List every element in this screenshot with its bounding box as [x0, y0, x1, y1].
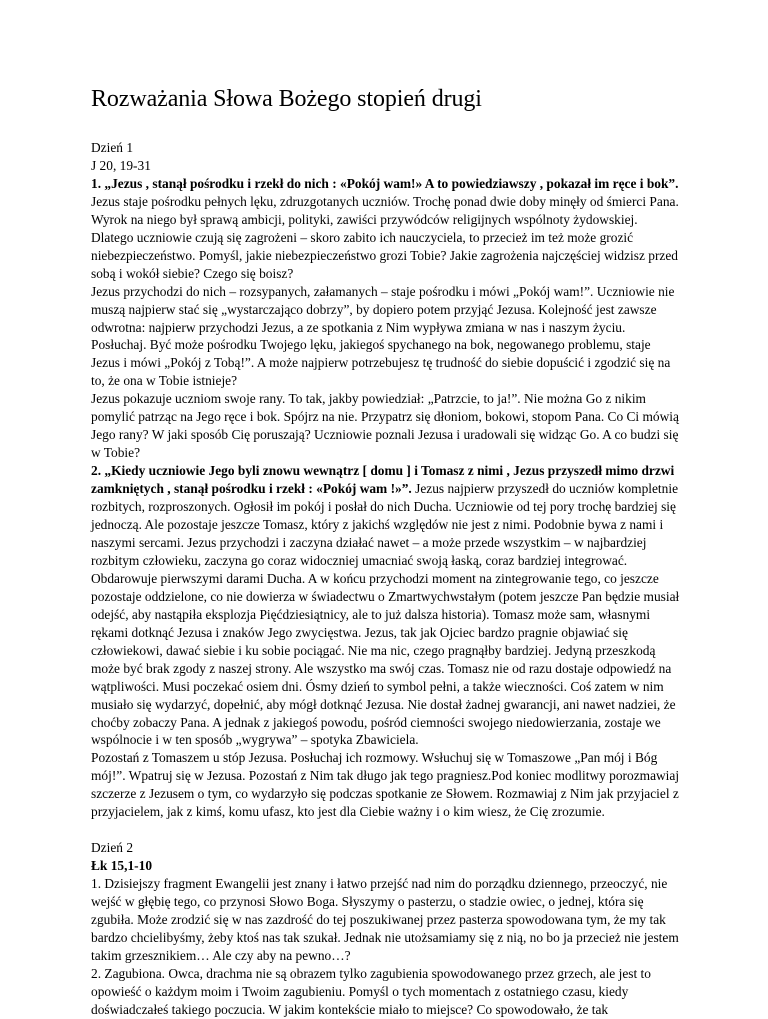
meditation-paragraph: [91, 175, 681, 283]
scripture-reference: Łk 15,1-10: [91, 858, 153, 874]
document-title: Rozważania Słowa Bożego stopień drugi: [91, 86, 482, 112]
meditation-paragraph: [91, 965, 681, 1019]
meditation-paragraph: [91, 749, 681, 821]
paragraph-text: Jezus przychodzi do nich – rozsypanych, załamanych – staje pośrodku i mówi „Pokój wam!”. Uczniowie nie muszą najpierw stać się „wystarczająco dobrzy”, by dopiero potem przyjąć Jezusa. Kolejność jest zawsze odwrotna: najpierw przychodzi Jezus, a ze spotkania z Nim wypływa zmiana w nas i naszym życiu. Posłuchaj. Być może pośrodku Twojego lęku, jakiegoś spychanego na bok, negowanego problemu, staje Jezus i mówi „Pokój z Tobą!”. A może najpierw potrzebujesz tę trudność do siebie dopuścić i zgodzić się na to, że ona w Tobie istnieje?: [91, 283, 675, 389]
paragraph-text: Jezus staje pośrodku pełnych lęku, zdruzgotanych uczniów. Trochę ponad dwie doby minęły od śmierci Pana. Wyrok na niego był sprawą ambicji, polityki, zawiści przywódców religijnych wspólnoty żydowskiej. Dlatego uczniowie czują się zagrożeni – skoro zabito ich nauczyciela, to przecież im też może grozić niebezpieczeństwo. Pomyśl, jakie niebezpieczeństwo grozi Tobie? Jakie zagrożenia najczęściej widzisz przed sobą i wokół siebie? Czego się boisz?: [91, 193, 679, 281]
scripture-quote: 2. „Kiedy uczniowie Jego byli znowu wewnątrz [ domu ] i Tomasz z nimi , Jezus przyszedł mimo drzwi zamkniętych , stanął pośrodku i rzekł : «Pokój wam !»”.: [91, 463, 675, 497]
paragraph-text: 2. Zagubiona. Owca, drachma nie są obrazem tylko zagubienia spowodowanego przez grzech, ale jest to opowieść o każdym moim i Twoim zagubieniu. Pomyśl o tych momentach z ostatniego czasu, kiedy doświadczałeś takiego poczucia. W jakim kontekście miało to miejsce? Co spowodowało, że tak: [91, 965, 651, 1017]
day-section: [91, 139, 681, 821]
paragraph-text: Pozostań z Tomaszem u stóp Jezusa. Posłuchaj ich rozmowy. Wsłuchuj się w Tomaszowe „Pan mój i Bóg mój!”. Wpatruj się w Jezusa. Pozostań z Nim tak długo jak tego pragniesz.Pod koniec modlitwy porozmawiaj szczerze z Jezusem o tym, co wydarzyło się podczas spotkanie ze Słowem. Rozmawiaj z Nim jak przyjaciel z przyjacielem, jak z kimś, komu ufasz, kto jest dla Ciebie ważny i o kim wiesz, że Cię zrozumie.: [91, 750, 680, 820]
scripture-quote: 1. „Jezus , stanął pośrodku i rzekł do nich : «Pokój wam!» A to powiedziawszy , pokazał im ręce i bok”.: [91, 175, 679, 191]
document-body: [91, 139, 681, 1019]
document-page: [91, 0, 681, 1019]
day-section: [91, 839, 681, 1019]
paragraph-text: 1. Dzisiejszy fragment Ewangelii jest znany i łatwo przejść nad nim do porządku dziennego, przeoczyć, nie wejść w głębię tego, co przynosi Słowo Boga. Słyszymy o pasterzu, o stadzie owiec, o jednej, która się zgubiła. Może zrodzić się w nas zazdrość do tej poszukiwanej przez pasterza spowodowana tym, że my tak bardzo chcielibyśmy, żeby ktoś nas tak szukał. Jednak nie utożsamiamy się z nią, no bo ja przecież nie jestem takim grzesznikiem… Ale czy aby na pewno…?: [91, 876, 679, 963]
scripture-reference: J 20, 19-31: [91, 157, 151, 173]
meditation-paragraph: [91, 875, 681, 965]
paragraph-text: Jezus pokazuje uczniom swoje rany. To tak, jakby powiedział: „Patrzcie, to ja!”. Nie można Go z nikim pomylić patrząc na Jego ręce i bok. Spójrz na nie. Przypatrz się dłoniom, bokowi, stopom Pana. Co Ci mówią Jego rany? W jaki sposób Cię poruszają? Uczniowie poznali Jezusa i uradowali się widząc Go. A co budzi się w Tobie?: [91, 391, 679, 461]
meditation-paragraph: [91, 390, 681, 462]
meditation-paragraph: [91, 283, 681, 391]
meditation-paragraph: [91, 462, 681, 749]
day-label: Dzień 2: [91, 840, 134, 856]
day-label: Dzień 1: [91, 140, 134, 155]
paragraph-text: Jezus najpierw przyszedł do uczniów kompletnie rozbitych, rozproszonych. Ogłosił im pokój i posłał do nich Ducha. Uczniowie od tej pory trochę bardziej się jednoczą. Ale pozostaje jeszcze Tomasz, który z jakichś względów nie jest z nimi. Podobnie bywa z nami i naszymi sercami. Jezus przychodzi i zaczyna działać nawet – a może przede wszystkim – w najbardziej rozbitym człowieku, zaczyna go coraz widoczniej umacniać swoją łaską, coraz bardziej integrować. Obdarowuje pierwszymi darami Ducha. A w końcu przychodzi moment na zintegrowanie tego, co jeszcze pozostaje oddzielone, co nie dowierza w świadectwu o Zmartwychwstałym (potem jeszcze Pan będzie musiał odejść, aby nastąpiła eksplozja Pięćdziesiątnicy, ale to już dalsza historia). Tomasz może sam, własnymi rękami dotknąć Jezusa i znaków Jego zwycięstwa. Jezus, tak jak Ojciec bardzo pragnie objawiać się człowiekowi, dawać siebie i ku sobie pociągać. Nie ma nic, czego pragnąłby bardziej. Jedyną przeszkodą może być brak zgody z naszej strony. Ale wszystko ma swój czas. Tomasz nie od razu dostaje odpowiedź na wątpliwości. Musi poczekać osiem dni. Ósmy dzień to symbol pełni, a także wieczności. Coś zatem w nim musiało się wydarzyć, dopełnić, aby mógł dotknąć Jezusa. Nie dostał żadnej gwarancji, ani nawet nadziei, że choćby zobaczy Pana. A jednak z jakiegoś powodu, pośród ciemności swojego niedowierzania, zostaje we wspólnocie i w ten sposób „wygrywa” – spotyka Zbawiciela.: [91, 481, 680, 748]
